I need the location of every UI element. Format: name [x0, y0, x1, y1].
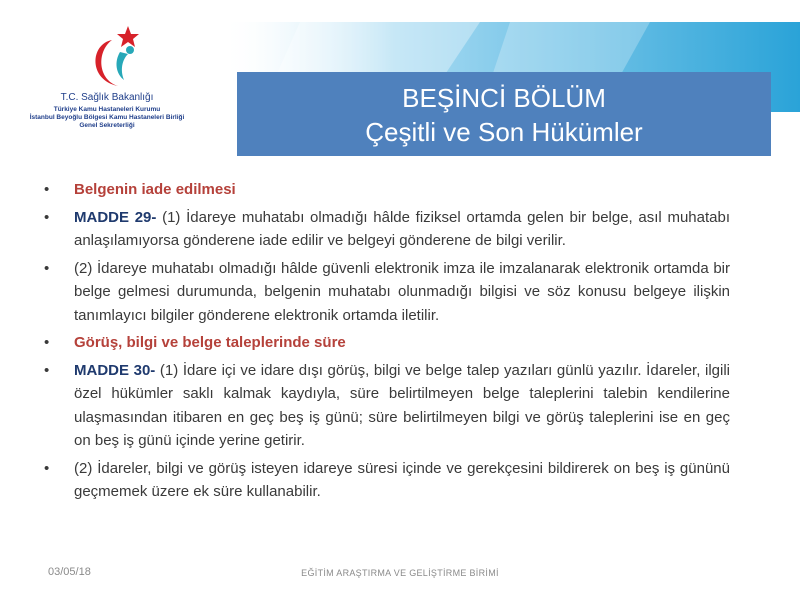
ministry-subtitle: [22, 106, 192, 130]
footer-date: 03/05/18: [48, 566, 91, 578]
list-item: [44, 206, 730, 253]
bullet-icon: •: [44, 361, 50, 379]
paragraph-text: (2) İdareler, bilgi ve görüş isteyen idareye süresi içinde ve gerekçesini bildirerek on beş iş gününü geçmemek üzere ek süre kullanabilir.: [74, 459, 730, 500]
list-item: [44, 359, 730, 453]
article-number: MADDE 30-: [74, 361, 156, 379]
article-text: (1) İdare içi ve idare dışı görüş, bilgi ve belge talep yazıları günlü yazılır. İdareler, ilgili özel hükümler saklı kalmak kaydıyla, süre belirtilmeyen belge taleplerini talebin kendilerine ulaşmasından itibaren en geç beş iş günü; süre belirtilmeyen bilgi ve görüş taleplerini ise en geç on beş iş günü içinde yerine getirir.: [74, 361, 730, 449]
slide-title: [237, 72, 771, 156]
section-heading: Görüş, bilgi ve belge taleplerinde süre: [74, 334, 346, 351]
ministry-logo: [22, 22, 202, 142]
article-text: (1) İdareye muhatabı olmadığı hâlde fiziksel ortamda gelen bir belge, asıl muhatabı anlaşılamıyorsa gönderene iade edilir ve belgeyi gönderene de bilgi verilir.: [74, 208, 730, 249]
footer-unit-name: EĞİTİM ARAŞTIRMA VE GELİŞTİRME BİRİMİ: [301, 568, 499, 578]
slide-title-line2: Çeşitli ve Son Hükümler: [365, 117, 643, 147]
ministry-subtitle-line: Türkiye Kamu Hastaneleri Kurumu: [53, 106, 161, 113]
list-item: [44, 257, 730, 328]
article-number: MADDE 29-: [74, 208, 157, 226]
ministry-logo-emblem-icon: [50, 22, 170, 92]
slide-content: [44, 178, 730, 508]
ministry-subtitle-line: İstanbul Beyoğlu Bölgesi Kamu Hastaneleri Birliği: [29, 114, 185, 121]
bullet-icon: •: [44, 208, 50, 226]
list-item: [44, 457, 730, 504]
list-item: [44, 178, 730, 202]
ministry-subtitle-line: Genel Sekreterliği: [79, 122, 135, 129]
section-heading: Belgenin iade edilmesi: [74, 181, 236, 198]
ministry-name: T.C. Sağlık Bakanlığı: [60, 92, 154, 103]
bullet-icon: •: [44, 181, 50, 198]
bullet-icon: •: [44, 334, 50, 351]
bullet-icon: •: [44, 459, 50, 477]
paragraph-text: (2) İdareye muhatabı olmadığı hâlde güvenli elektronik imza ile imzalanarak elektronik ortamda bir belge gelmesi durumunda, belgenin muhatabı olunmadığı bilgisi ve söz konusu belgeye ilişkin tanımlayıcı bilgiler gönderene elektronik ortamda iletilir.: [74, 259, 730, 324]
list-item: [44, 331, 730, 355]
slide-title-line1: BEŞİNCİ BÖLÜM: [402, 83, 606, 113]
bullet-icon: •: [44, 259, 50, 277]
